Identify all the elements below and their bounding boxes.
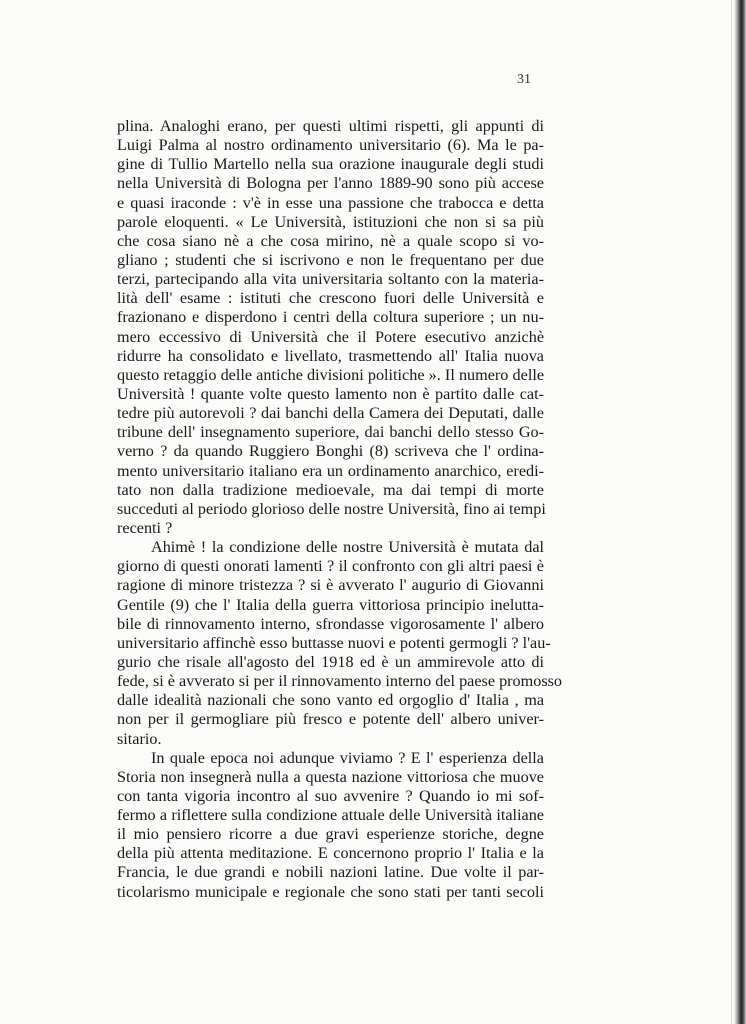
text-line: succeduti al periodo glorioso delle nostre Università, fino ai tempi xyxy=(117,499,546,518)
text-line: non per il germogliare più fresco e potente dell' albero univer- xyxy=(117,710,544,729)
text-line: Luigi Palma al nostro ordinamento universitario (6). Ma le pa- xyxy=(117,136,544,155)
text-line: frazionano e disperdono i centri della coltura superiore ; un nu- xyxy=(117,308,544,327)
text-line: giorno di questi onorati lamenti ? il confronto con gli altri paesi è xyxy=(117,557,544,576)
text-line: terzi, partecipando alla vita universitaria soltanto con la materia- xyxy=(117,270,544,289)
text-line: ridurre ha consolidato e livellato, trasmettendo all' Italia nuova xyxy=(117,346,544,365)
text-line: fede, si è avverato si per il rinnovamento interno del paese promosso xyxy=(117,672,563,691)
text-line: Ahimè ! la condizione delle nostre Università è mutata dal xyxy=(151,538,544,557)
text-line: sitario. xyxy=(117,729,162,748)
text-line: della più attenta meditazione. E concernono proprio l' Italia e la xyxy=(117,844,544,863)
text-line: mero eccessivo di Università che il Potere esecutivo anzichè xyxy=(117,327,544,346)
scan-edge-shadow xyxy=(734,0,746,1024)
paragraph xyxy=(117,117,544,538)
paragraph xyxy=(117,538,563,749)
text-line: plina. Analoghi erano, per questi ultimi rispetti, gli appunti di xyxy=(117,117,544,135)
text-line: gurio che risale all'agosto del 1918 ed è un ammirevole atto di xyxy=(117,652,544,671)
text-line: bile di rinnovamento interno, sfrondasse vigorosamente l' albero xyxy=(117,614,544,633)
text-line: Storia non insegnerà nulla a questa nazione vittoriosa che muove xyxy=(117,767,544,786)
text-line: mento universitario italiano era un ordinamento anarchico, eredi- xyxy=(117,461,544,480)
paragraph xyxy=(117,749,544,902)
text-line: con tanta vigoria incontro al suo avvenire ? Quando io mi sof- xyxy=(117,786,544,805)
text-line: gliano ; studenti che si iscrivono e non le frequentano per due xyxy=(117,250,544,269)
text-line: tribune dell' insegnamento superiore, dai banchi dello stesso Go- xyxy=(117,423,544,442)
text-line: universitario affinchè esso buttasse nuovi e potenti germogli ? l'au- xyxy=(117,633,551,652)
text-line: recenti ? xyxy=(117,518,173,537)
text-line: tato non dalla tradizione medioevale, ma dai tempi di morte xyxy=(117,480,544,499)
text-line: che cosa siano nè a che cosa mirino, nè a quale scopo si vo- xyxy=(117,231,544,250)
text-line: verno ? da quando Ruggiero Bonghi (8) scriveva che l' ordina- xyxy=(117,442,544,461)
text-line: dalle idealità nazionali che sono vanto ed orgoglio d' Italia , ma xyxy=(117,691,544,710)
text-line: lità dell' esame : istituti che crescono fuori delle Università e xyxy=(117,289,544,308)
scan-border-line xyxy=(731,0,732,1024)
text-line: ticolarismo municipale e regionale che sono stati per tanti secoli xyxy=(117,882,544,901)
text-line: tedre più autorevoli ? dai banchi della Camera dei Deputati, dalle xyxy=(117,404,544,423)
text-line: nella Università di Bologna per l'anno 1889-90 sono più accese xyxy=(117,174,544,193)
text-line: Gentile (9) che l' Italia della guerra vittoriosa principio inelutta- xyxy=(117,595,544,614)
body-text xyxy=(117,117,563,902)
text-line: ragione di minore tristezza ? si è avverato l' augurio di Giovanni xyxy=(117,576,544,595)
text-line: e quasi iraconde : v'è in esse una passione che trabocca e detta xyxy=(117,193,544,212)
text-line: parole eloquenti. « Le Università, istituzioni che non si sa più xyxy=(117,212,544,231)
text-line: il mio pensiero ricorre a due gravi esperienze storiche, degne xyxy=(117,825,544,844)
text-line: In quale epoca noi adunque viviamo ? E l' esperienza della xyxy=(151,748,544,767)
text-line: Francia, le due grandi e nobili nazioni latine. Due volte il par- xyxy=(117,863,544,882)
text-line: Università ! quante volte questo lamento non è partito dalle cat- xyxy=(117,384,544,403)
text-line: gine di Tullio Martello nella sua orazione inaugurale degli studi xyxy=(117,155,544,174)
text-line: fermo a riflettere sulla condizione attuale delle Università italiane xyxy=(117,806,544,825)
text-line: questo retaggio delle antiche divisioni politiche ». Il numero delle xyxy=(117,365,544,384)
page-number: 31 xyxy=(517,72,531,87)
